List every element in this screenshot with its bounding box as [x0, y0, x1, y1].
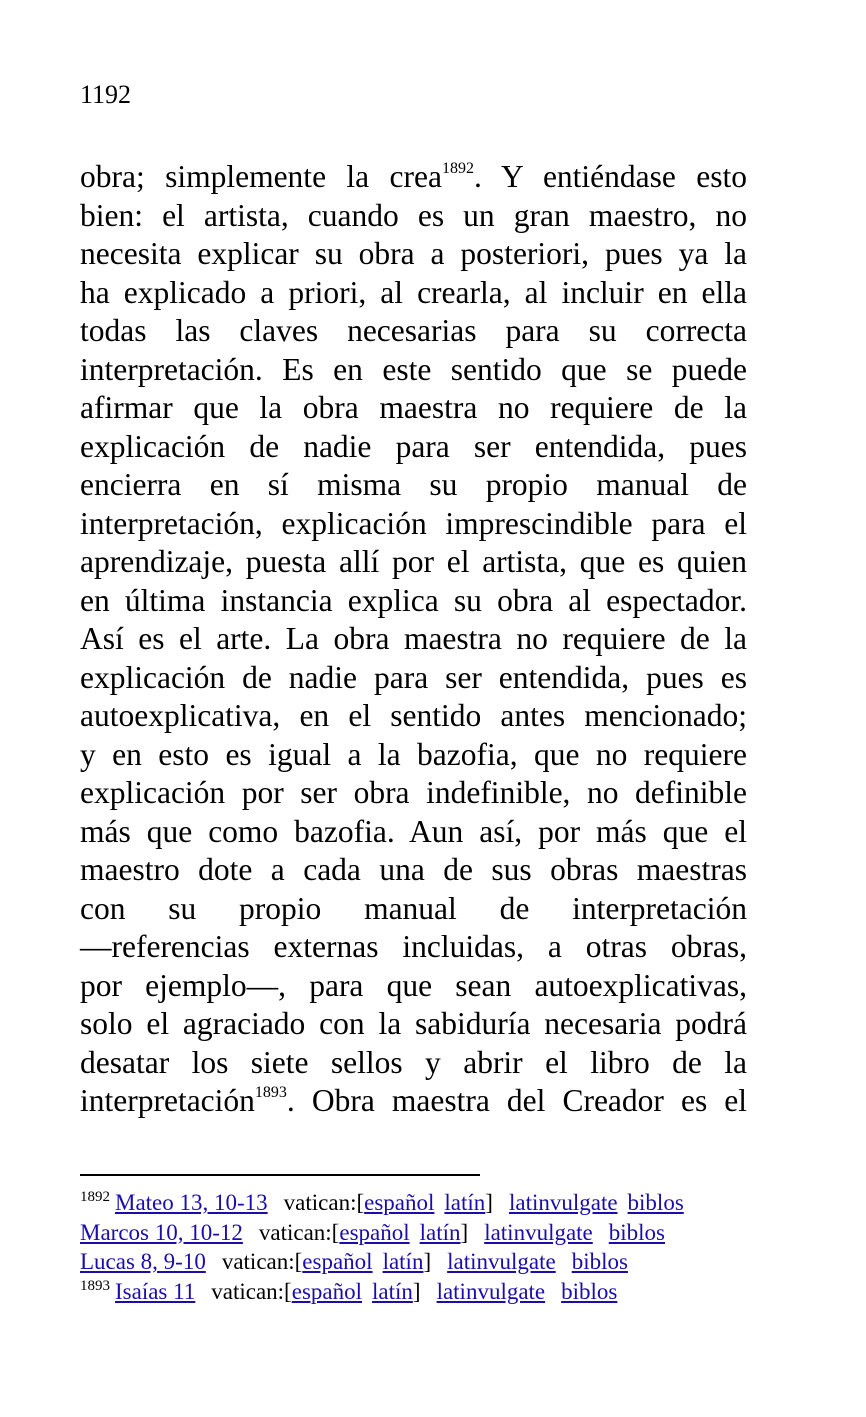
- latin-link[interactable]: latín: [382, 1249, 424, 1275]
- scripture-link[interactable]: Marcos 10, 10-12: [80, 1219, 243, 1245]
- bracket-close: ]: [485, 1190, 493, 1215]
- text-line: desatar los siete sellos y abrir el libro de la: [80, 1044, 747, 1080]
- text-line: más que como bazofia. Aun así, por más que el: [80, 813, 747, 849]
- text-line: afirmar que la obra maestra no requiere de la: [80, 390, 747, 425]
- scripture-link[interactable]: Mateo 13, 10-13: [115, 1190, 268, 1215]
- bracket-close: ]: [423, 1249, 432, 1275]
- biblos-link[interactable]: biblos: [608, 1219, 665, 1245]
- latin-link[interactable]: latín: [372, 1279, 413, 1305]
- text-line: explicación por ser obra indefinible, no definible: [80, 775, 747, 810]
- text-line: aprendizaje, puesta allí por el artista, que es quien: [80, 544, 747, 579]
- footnote-divider: [80, 1174, 480, 1176]
- spanish-link[interactable]: español: [364, 1190, 435, 1215]
- text-line: obra; simplemente la crea$^{1892}$. Y entiéndase esto: [80, 159, 747, 194]
- source-label: vatican:[: [221, 1249, 303, 1275]
- bracket-close: ]: [460, 1219, 469, 1245]
- footnote-line: [80, 1218, 770, 1248]
- text-line: por ejemplo—, para que sean autoexplicativas,: [80, 967, 747, 1003]
- text-line: ha explicado a priori, al crearla, al incluir en ella: [80, 274, 747, 310]
- latinvulgate-link[interactable]: latinvulgate: [436, 1279, 546, 1305]
- latin-link[interactable]: latín: [444, 1190, 486, 1215]
- text-line: Así es el arte. La obra maestra no requiere de la: [80, 621, 747, 656]
- scripture-link[interactable]: Lucas 8, 9-10: [80, 1249, 206, 1275]
- footnote-line: [80, 1247, 770, 1277]
- latinvulgate-link[interactable]: latinvulgate: [484, 1219, 593, 1245]
- latinvulgate-link[interactable]: latinvulgate: [508, 1190, 618, 1215]
- footnote-number: 1893: [80, 1278, 110, 1295]
- footnote-ref-1892[interactable]: 1892: [441, 160, 474, 177]
- spanish-link[interactable]: español: [291, 1279, 362, 1305]
- source-label: vatican:[: [283, 1190, 365, 1215]
- footnote-ref-1893[interactable]: 1893: [254, 1084, 287, 1101]
- text-line: en última instancia explica su obra al espectador.: [80, 582, 747, 618]
- biblos-link[interactable]: biblos: [561, 1279, 618, 1305]
- text-line: bien: el artista, cuando es un gran maestro, no: [80, 197, 747, 233]
- footnotes: [80, 1188, 770, 1307]
- text-line: interpretación$^{1893}$. Obra maestra del Creador es el: [80, 1083, 747, 1118]
- body-text: [80, 158, 747, 1121]
- text-line: con su propio manual de interpretación: [80, 890, 747, 926]
- biblos-link[interactable]: biblos: [627, 1190, 684, 1215]
- source-label: vatican:[: [258, 1219, 340, 1245]
- text-line: —referencias externas incluidas, a otras obras,: [80, 929, 747, 964]
- page-number: 1192: [80, 80, 132, 109]
- text-line: autoexplicativa, en el sentido antes mencionado;: [80, 698, 747, 733]
- text-line: maestro dote a cada una de sus obras maestras: [80, 852, 747, 887]
- biblos-link[interactable]: biblos: [571, 1249, 628, 1275]
- bracket-close: ]: [412, 1279, 421, 1305]
- text-line: interpretación, explicación imprescindible para el: [80, 505, 747, 541]
- text-line: explicación de nadie para ser entendida, pues es: [80, 659, 747, 695]
- spanish-link[interactable]: español: [302, 1249, 373, 1275]
- text-line: todas las claves necesarias para su correcta: [80, 313, 747, 348]
- scripture-link[interactable]: Isaías 11: [115, 1279, 196, 1305]
- footnote-number: 1892: [80, 1189, 110, 1205]
- spanish-link[interactable]: español: [339, 1219, 410, 1245]
- latinvulgate-link[interactable]: latinvulgate: [447, 1249, 556, 1275]
- footnote-line: [80, 1277, 770, 1307]
- text-line: explicación de nadie para ser entendida, pues: [80, 428, 747, 464]
- text-line: interpretación. Es en este sentido que se puede: [80, 351, 747, 387]
- text-line: necesita explicar su obra a posteriori, pues ya la: [80, 236, 747, 271]
- text-line: solo el agraciado con la sabiduría necesaria podrá: [80, 1006, 747, 1041]
- text-line: y en esto es igual a la bazofia, que no requiere: [80, 736, 747, 772]
- text-line: encierra en sí misma su propio manual de: [80, 467, 747, 502]
- latin-link[interactable]: latín: [419, 1219, 461, 1245]
- source-label: vatican:[: [211, 1279, 292, 1305]
- footnote-line: [80, 1188, 770, 1218]
